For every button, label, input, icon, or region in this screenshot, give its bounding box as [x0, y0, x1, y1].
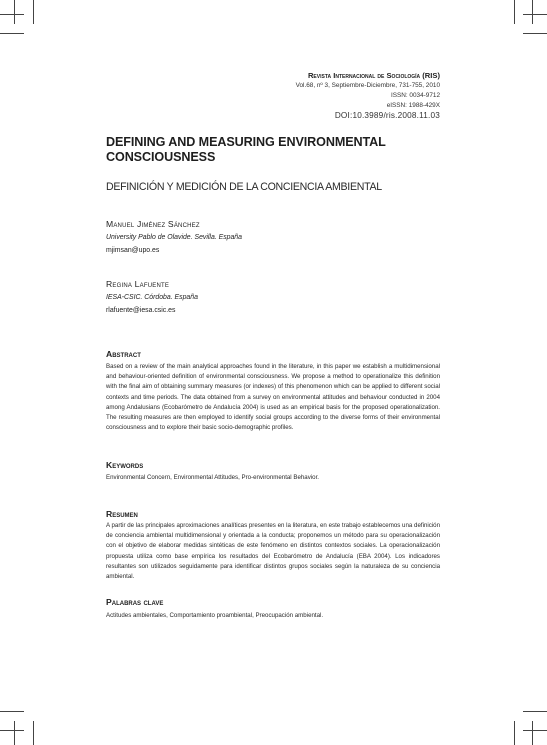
crop-mark — [0, 711, 24, 712]
crop-mark — [0, 730, 24, 731]
author-block — [106, 218, 242, 257]
author-block — [106, 278, 198, 317]
crop-mark — [532, 721, 533, 745]
abstract-heading: Abstract — [106, 349, 141, 359]
crop-mark — [14, 0, 15, 24]
palabras-clave-heading: Palabras clave — [106, 597, 164, 607]
author-name: Manuel Jiménez Sánchez — [106, 219, 200, 229]
journal-volume: Vol.68, nº 3, Septiembre-Diciembre, 731-755, 2010 — [295, 82, 440, 89]
author-name: Regina Lafuente — [106, 279, 170, 289]
title-spanish: DEFINICIÓN Y MEDICIÓN DE LA CONCIENCIA AMBIENTAL — [106, 181, 382, 193]
journal-issn: ISSN: 0034-9712 — [390, 92, 440, 99]
crop-mark — [514, 721, 515, 745]
crop-mark — [532, 0, 533, 24]
journal-doi: DOI:10.3989/ris.2008.11.03 — [334, 111, 440, 120]
crop-mark — [523, 711, 547, 712]
keywords-text: Environmental Concern, Environmental Attitudes, Pro-environmental Behavior. — [106, 474, 319, 481]
crop-mark — [523, 33, 547, 34]
resumen-heading: Resumen — [106, 509, 138, 519]
resumen-text: A partir de las principales aproximaciones analíticas presentes en la literatura, en este trabajo establecemos una definición de conciencia ambiental multidimensional y orientada a la conducta; proponemos un método para su operacionalización con el objetivo de elaborar medidas sintéticas de este fenómeno en distintos contextos sociales. La operacionalización propuesta utiliza como base empírica los resultados del Ecobarómetro de Andalucía (EBA 2004). Los indicadores resultantes son utilizados seguidamente para identificar distintos grupos sociales según la naturaleza de su conciencia ambiental. — [106, 522, 440, 581]
author-affiliation: University Pablo de Olavide. Sevilla. España — [106, 234, 242, 241]
journal-eissn: eISSN: 1988-429X — [386, 102, 440, 109]
journal-name: Revista Internacional de Sociología (RIS) — [307, 71, 440, 80]
crop-mark — [33, 0, 34, 24]
journal-header — [296, 71, 440, 121]
crop-mark — [523, 14, 547, 15]
keywords-heading: Keywords — [106, 460, 144, 470]
crop-mark — [14, 721, 15, 745]
crop-mark — [0, 14, 24, 15]
crop-mark — [523, 730, 547, 731]
palabras-clave-text: Actitudes ambientales, Comportamiento proambiental, Preocupación ambiental. — [106, 612, 324, 619]
abstract-text: Based on a review of the main analytical approaches found in the literature, in this paper we establish a multidimensional and behaviour-oriented definition of environmental consciousness. We propose a method to operationalize this definition with the final aim of obtaining summary measures (or indexes) of this phenomenon which can be applied to different social contexts and time periods. The data obtained from a survey on environmental attitudes and behaviour conducted in 2004 among Andalusians (Ecobarómetro de Andalucía 2004) is used as an empirical basis for the proposed operationalization. The resulting measures are then employed to identify social groups according to the diverse forms of their environmental consciousness and to explore their basic socio-demographic profiles. — [106, 363, 440, 432]
author-email: mjimsan@upo.es — [106, 247, 160, 254]
author-affiliation: IESA-CSIC. Córdoba. España — [106, 294, 198, 301]
crop-mark — [514, 0, 515, 24]
title-english: DEFINING AND MEASURING ENVIRONMENTAL CONSCIOUSNESS — [106, 135, 386, 164]
crop-mark — [33, 721, 34, 745]
author-email: rlafuente@iesa.csic.es — [106, 307, 176, 314]
crop-mark — [0, 33, 24, 34]
